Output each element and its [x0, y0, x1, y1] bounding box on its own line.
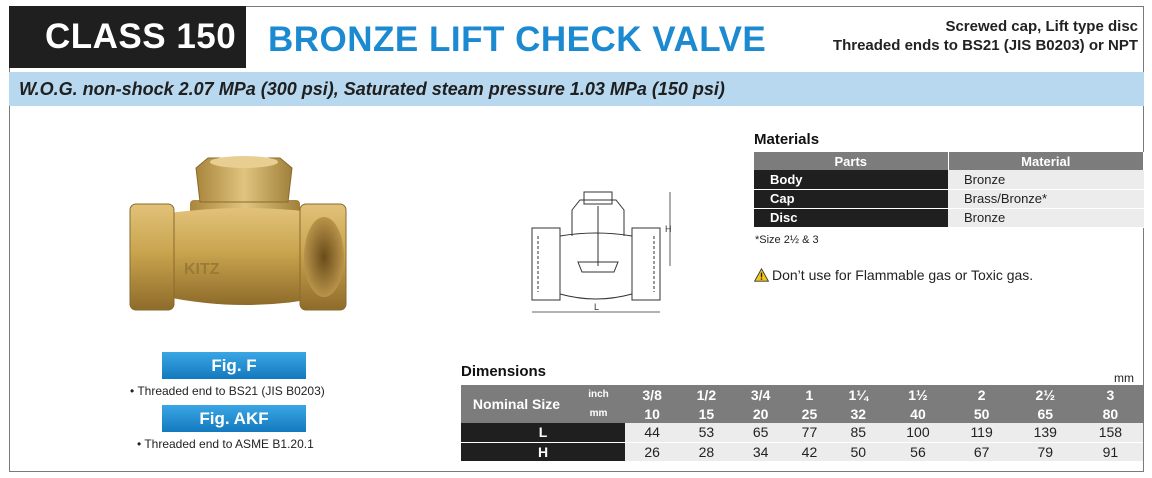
dimension-h-cell: 28 [679, 442, 733, 461]
dimension-drawing [522, 186, 682, 320]
dimension-h-cell: 26 [625, 442, 679, 461]
size-mm-cell: 80 [1078, 404, 1143, 423]
size-mm-cell: 20 [734, 404, 788, 423]
size-inch-cell: 1 [788, 385, 831, 404]
material-value: Bronze [948, 208, 1144, 227]
dimension-row-label: H [461, 442, 625, 461]
class-label: CLASS 150 [9, 6, 246, 68]
materials-row [754, 208, 1144, 227]
drawing-h-label: H [665, 224, 672, 234]
size-mm-cell: 25 [788, 404, 831, 423]
description-line-2: Threaded ends to BS21 (JIS B0203) or NPT [832, 37, 1138, 54]
size-mm-cell: 65 [1013, 404, 1078, 423]
product-description [833, 17, 1138, 55]
inch-unit-label: inch [572, 385, 625, 404]
size-inch-cell: 2 [951, 385, 1013, 404]
size-inch-cell: 1¼ [831, 385, 885, 404]
size-inch-cell: 3 [1078, 385, 1143, 404]
warning-notice [754, 267, 1033, 283]
product-title: BRONZE LIFT CHECK VALVE [268, 20, 767, 59]
size-mm-cell: 40 [885, 404, 950, 423]
dimension-l-cell: 44 [625, 423, 679, 442]
material-part: Cap [754, 189, 948, 208]
valve-photo [128, 148, 350, 326]
dimensions-inch-row [461, 385, 1143, 404]
fig-f-note: • Threaded end to BS21 (JIS B0203) [130, 384, 325, 398]
dimension-h-cell: 91 [1078, 442, 1143, 461]
materials-row [754, 189, 1144, 208]
nominal-size-label: Nominal Size [461, 385, 572, 423]
fig-f-label: Fig. F [162, 352, 306, 379]
material-value: Brass/Bronze* [948, 189, 1144, 208]
dimensions-l-row [461, 423, 1143, 442]
materials-col-parts: Parts [754, 152, 948, 170]
dimension-h-cell: 79 [1013, 442, 1078, 461]
fig-akf-note: • Threaded end to ASME B1.20.1 [137, 437, 314, 451]
dimension-h-cell: 42 [788, 442, 831, 461]
dimension-h-cell: 34 [734, 442, 788, 461]
dimensions-unit: mm [1114, 371, 1134, 385]
material-part: Disc [754, 208, 948, 227]
dimensions-table [461, 385, 1143, 461]
dimensions-h-row [461, 442, 1143, 461]
materials-row [754, 170, 1144, 189]
dimension-row-label: L [461, 423, 625, 442]
dimension-l-cell: 100 [885, 423, 950, 442]
dimension-l-cell: 85 [831, 423, 885, 442]
dimension-h-cell: 67 [951, 442, 1013, 461]
materials-size-note: *Size 2½ & 3 [755, 234, 819, 246]
drawing-l-label: L [594, 302, 600, 312]
dimension-l-cell: 139 [1013, 423, 1078, 442]
dimension-l-cell: 77 [788, 423, 831, 442]
size-inch-cell: 1½ [885, 385, 950, 404]
size-mm-cell: 32 [831, 404, 885, 423]
dimension-h-cell: 50 [831, 442, 885, 461]
dimensions-title: Dimensions [461, 363, 547, 380]
warning-icon [754, 268, 769, 282]
fig-akf-label: Fig. AKF [162, 405, 306, 432]
description-line-1: Screwed cap, Lift type disc [945, 18, 1138, 35]
dimension-l-cell: 158 [1078, 423, 1143, 442]
pressure-rating: W.O.G. non-shock 2.07 MPa (300 psi), Saturated steam pressure 1.03 MPa (150 psi) [9, 72, 1144, 106]
materials-header-row [754, 152, 1144, 170]
material-value: Bronze [948, 170, 1144, 189]
dimension-l-cell: 53 [679, 423, 733, 442]
dimension-l-cell: 65 [734, 423, 788, 442]
size-inch-cell: 2½ [1013, 385, 1078, 404]
size-mm-cell: 15 [679, 404, 733, 423]
materials-col-material: Material [948, 152, 1144, 170]
size-mm-cell: 50 [951, 404, 1013, 423]
materials-title: Materials [754, 131, 820, 148]
size-inch-cell: 1/2 [679, 385, 733, 404]
dimension-l-cell: 119 [951, 423, 1013, 442]
warning-text: Don’t use for Flammable gas or Toxic gas. [772, 267, 1034, 283]
brand-mark: KITZ [184, 261, 220, 278]
material-part: Body [754, 170, 948, 189]
size-mm-cell: 10 [625, 404, 679, 423]
size-inch-cell: 3/8 [625, 385, 679, 404]
dimension-h-cell: 56 [885, 442, 950, 461]
mm-unit-label: mm [572, 404, 625, 423]
materials-table [754, 152, 1144, 228]
size-inch-cell: 3/4 [734, 385, 788, 404]
